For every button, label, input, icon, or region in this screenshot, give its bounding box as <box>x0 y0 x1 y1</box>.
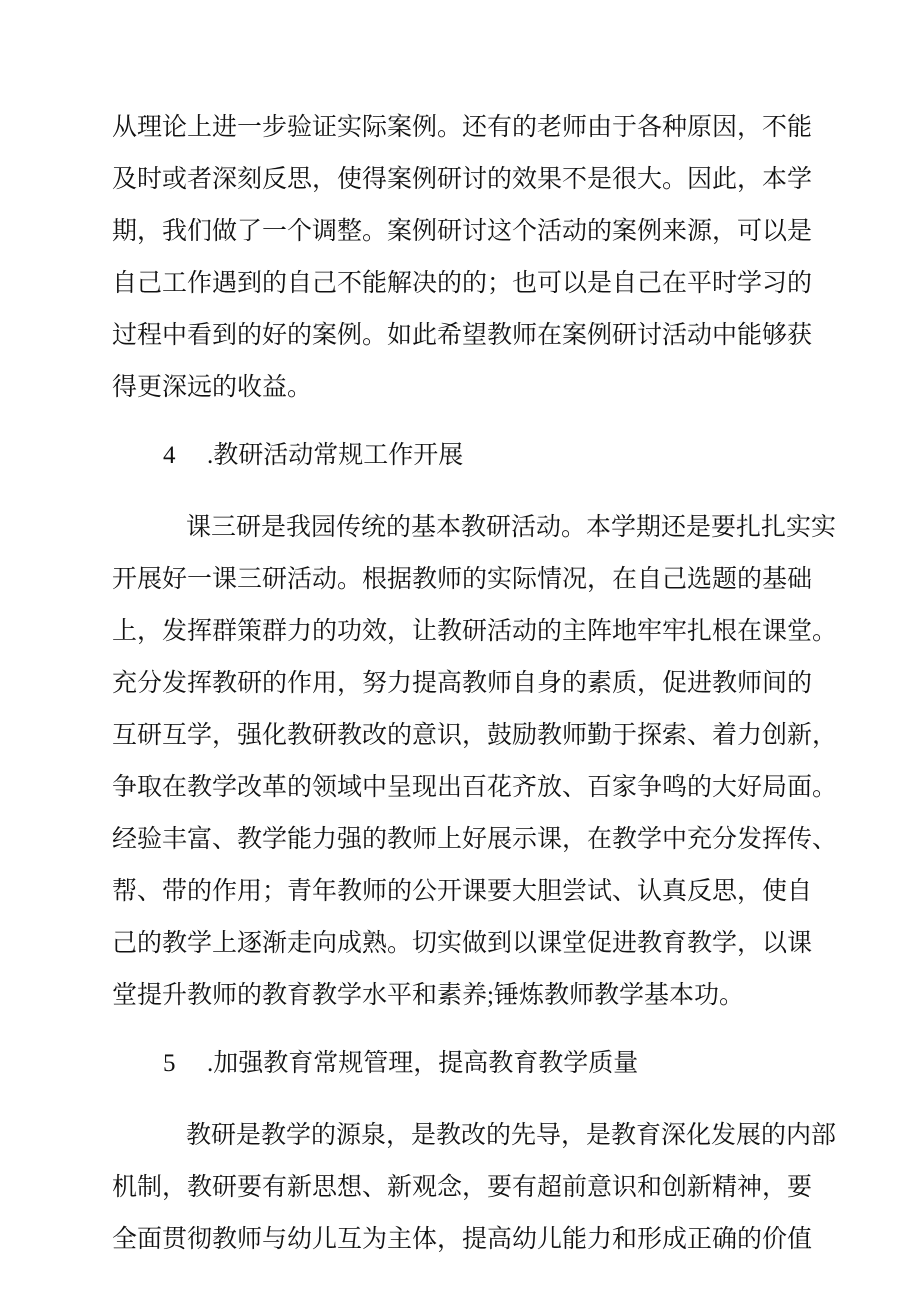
text-line: 己的教学上逐渐走向成熟。切实做到以课堂促进教育教学，以课 <box>112 930 813 957</box>
text-line: 上，发挥群策群力的功效，让教研活动的主阵地牢牢扎根在课堂。 <box>112 618 838 645</box>
text-line: 自己工作遇到的自己不能解决的的；也可以是自己在平时学习的 <box>112 270 813 297</box>
text-line: 全面贯彻教师与幼儿互为主体，提高幼儿能力和形成正确的价值 <box>112 1226 813 1253</box>
text-line: 开展好一课三研活动。根据教师的实际情况，在自己选题的基础 <box>112 566 813 593</box>
text-line: 得更深远的收益。 <box>112 374 313 401</box>
heading-number: 5 <box>163 1050 176 1077</box>
text-line: 充分发挥教研的作用，努力提高教师自身的素质，促进教师间的 <box>112 670 813 697</box>
heading-text: .教研活动常规工作开展 <box>207 442 464 469</box>
text-line: 互研互学，强化教研教改的意识，鼓励教师勤于探索、着力创新， <box>112 722 838 749</box>
text-line: 课三研是我园传统的基本教研活动。本学期还是要扎扎实实 <box>186 514 837 541</box>
text-line: 过程中看到的好的案例。如此希望教师在案例研讨活动中能够获 <box>112 322 813 349</box>
text-line: 期，我们做了一个调整。案例研讨这个活动的案例来源，可以是 <box>112 218 813 245</box>
text-line: 帮、带的作用；青年教师的公开课要大胆尝试、认真反思，使自 <box>112 878 813 905</box>
heading-number: 4 <box>163 442 176 469</box>
heading-text: .加强教育常规管理，提高教育教学质量 <box>207 1050 639 1077</box>
text-line: 经验丰富、教学能力强的教师上好展示课，在教学中充分发挥传、 <box>112 826 838 853</box>
text-line: 机制，教研要有新思想、新观念，要有超前意识和创新精神，要 <box>112 1174 813 1201</box>
text-line: 从理论上进一步验证实际案例。还有的老师由于各种原因，不能 <box>112 114 813 141</box>
text-line: 教研是教学的源泉，是教改的先导，是教育深化发展的内部 <box>186 1122 837 1149</box>
text-line: 争取在教学改革的领域中呈现出百花齐放、百家争鸣的大好局面。 <box>112 774 838 801</box>
text-line: 及时或者深刻反思，使得案例研讨的效果不是很大。因此，本学 <box>112 166 813 193</box>
text-line: 堂提升教师的教育教学水平和素养;锤炼教师教学基本功。 <box>112 982 744 1009</box>
